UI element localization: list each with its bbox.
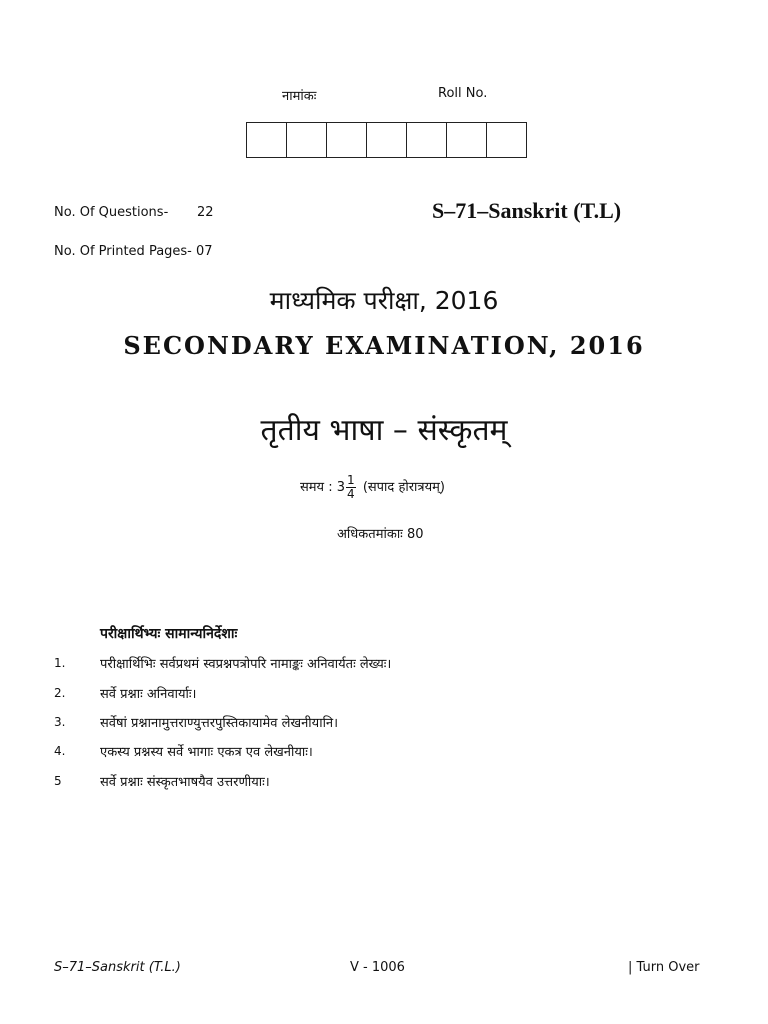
instruction-text: सर्वेषां प्रश्नानामुत्तराण्युत्तरपुस्तिकायामेव लेखनीयानि। [100,716,339,731]
roll-box[interactable] [407,123,447,157]
pages-value: 07 [196,244,213,259]
instruction-number: 4. [54,744,66,758]
max-marks-value: 80 [406,527,424,542]
roll-number-boxes[interactable] [246,122,527,158]
roll-box[interactable] [327,123,367,157]
questions-label: No. Of Questions- [54,205,169,220]
instruction-text: सर्वे प्रश्नाः अनिवार्याः। [100,687,197,702]
footer-paper-code: S–71–Sanskrit (T.L.) [54,960,181,975]
instruction-number: 3. [54,715,66,729]
max-marks-label: अधिकतमांकाः [337,527,403,542]
roll-box[interactable] [247,123,287,157]
roll-box[interactable] [367,123,407,157]
footer-separator: | [628,960,633,975]
instructions-heading: परीक्षार्थिभ्यः सामान्यनिर्देशाः [100,626,238,642]
exam-title-english: SECONDARY EXAMINATION, 2016 [123,331,645,360]
paper-code: S–71–Sanskrit (T.L) [432,198,622,223]
instruction-number: 1. [54,656,66,670]
fraction-numerator: 1 [347,473,355,487]
turn-over-label: Turn Over [636,960,700,975]
max-marks [337,524,424,542]
instruction-number: 2. [54,686,66,700]
time-label: समय : 3 [300,480,346,495]
time-row [300,474,445,501]
questions-value: 22 [197,205,214,220]
time-words: (सपाद होरात्रयम्) [362,480,445,495]
instruction-text: एकस्य प्रश्नस्य सर्वे भागाः एकत्र एव लेखनीयाः। [100,745,313,760]
roll-label-english: Roll No. [438,86,488,101]
instruction-text: सर्वे प्रश्नाः संस्कृतभाषयैव उत्तरणीयाः। [100,775,270,790]
instruction-number: 5 [54,774,62,788]
footer-version: V - 1006 [350,960,405,975]
roll-box[interactable] [447,123,487,157]
instruction-text: परीक्षार्थिभिः सर्वप्रथमं स्वप्रश्नपत्रोपरि नामाङ्कः अनिवार्यतः लेख्यः। [100,657,392,672]
exam-title-hindi: माध्यमिक परीक्षा, 2016 [269,286,499,315]
roll-label-hindi: नामांकः [282,89,317,104]
footer-turn-over [628,960,700,975]
roll-box[interactable] [487,123,526,157]
time-fraction [346,474,356,501]
roll-box[interactable] [287,123,327,157]
fraction-denominator: 4 [347,487,355,501]
pages-label: No. Of Printed Pages- [54,244,192,259]
subject-title: तृतीय भाषा – संस्कृतम् [260,413,508,448]
